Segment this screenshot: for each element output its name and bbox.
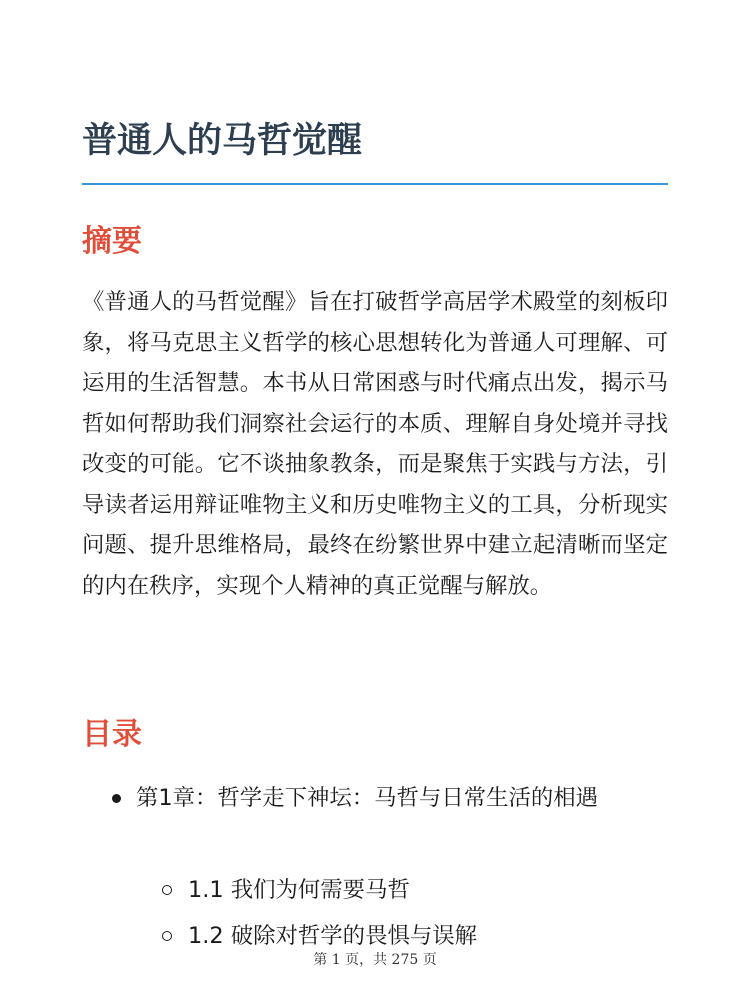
document-page	[82, 0, 668, 1000]
page-footer: 第 1 页，共 275 页	[313, 952, 437, 968]
toc-section-1-1-label: 1.1 我们为何需要马哲	[188, 877, 410, 903]
toc-section-1-2-label: 1.2 破除对哲学的畏惧与误解	[188, 923, 478, 949]
toc-chapter-1-label: 第1章：哲学走下神坛：马哲与日常生活的相遇	[136, 785, 599, 811]
bullet-circle-icon	[162, 885, 172, 895]
title-divider	[82, 183, 668, 185]
document-title: 普通人的马哲觉醒	[82, 121, 363, 161]
bullet-circle-icon	[162, 931, 172, 941]
toc-list	[112, 780, 668, 816]
bullet-disc-icon	[112, 794, 121, 803]
toc-chapter-1[interactable]	[112, 780, 668, 816]
abstract-heading: 摘要	[82, 224, 142, 259]
toc-heading: 目录	[82, 717, 142, 752]
toc-section-1-2[interactable]	[162, 918, 477, 954]
abstract-text: 《普通人的马哲觉醒》旨在打破哲学高居学术殿堂的刻板印象，将马克思主义哲学的核心思想转化为普通人可理解、可运用的生活智慧。本书从日常困惑与时代痛点出发，揭示马哲如何帮助我们洞察社会运行的本质、理解自身处境并寻找改变的可能。它不谈抽象教条，而是聚焦于实践与方法，引导读者运用辩证唯物主义和历史唯物主义的工具，分析现实问题、提升思维格局，最终在纷繁世界中建立起清晰而坚定的内在秩序，实现个人精神的真正觉醒与解放。	[82, 289, 668, 599]
toc-section-1-1[interactable]	[162, 872, 410, 908]
